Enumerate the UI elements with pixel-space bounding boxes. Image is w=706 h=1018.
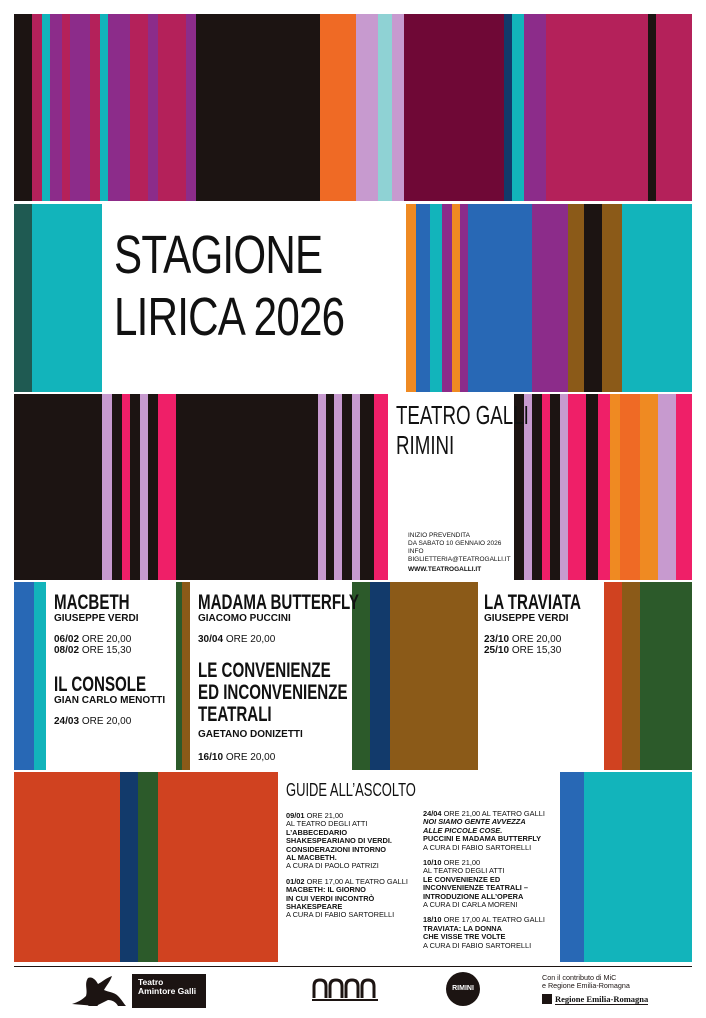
- region-flag-icon: [542, 994, 552, 1004]
- opera-box-center: [190, 582, 359, 770]
- guide-box: [278, 772, 560, 962]
- composer-menotti: GIAN CARLO MENOTTI: [54, 695, 166, 706]
- opera-title-convenienze-2: ED INCONVENIENZE: [198, 681, 348, 704]
- composer-verdi: GIUSEPPE VERDI: [54, 613, 139, 624]
- butterfly-date: 30/04 ORE 20,00: [198, 634, 276, 645]
- opera-title-convenienze-1: LE CONVENIENZE: [198, 659, 331, 682]
- opera-title-convenienze-3: TEATRALI: [198, 703, 272, 726]
- venue-line-1: TEATRO GALLI: [396, 400, 529, 430]
- guide-heading: GUIDE ALL’ASCOLTO: [286, 780, 416, 800]
- stripes-band-venue: [14, 394, 692, 580]
- presale-info: INIZIO PREVENDITA DA SABATO 10 GENNAIO 2026 INFO BIGLIETTERIA@TEATROGALLI.IT: [408, 532, 511, 563]
- guide-col-1: [286, 812, 416, 920]
- rimini-wordmark-icon: [310, 976, 382, 1002]
- il-console-date: 24/03 ORE 20,00: [54, 716, 132, 727]
- venue-line-2: RIMINI: [396, 430, 455, 460]
- guide-entry: 24/04 ORE 21,00 AL TEATRO GALLI NOI SIAMO GENTE AVVEZZA ALLE PICCOLE COSE. PUCCINI E MADAMA BUTTERFLY A CURA DI FABIO SARTORELLI: [423, 809, 545, 852]
- composer-puccini: GIACOMO PUCCINI: [198, 613, 291, 624]
- website-link[interactable]: WWW.TEATROGALLI.IT: [408, 566, 482, 573]
- stripes-band-top: [14, 14, 692, 201]
- guide-col-2: [423, 810, 559, 950]
- traviata-date-2: 25/10 ORE 15,30: [484, 645, 562, 656]
- composer-verdi-traviata: GIUSEPPE VERDI: [484, 613, 569, 624]
- winged-horse-icon: [68, 974, 130, 1008]
- macbeth-date-1: 06/02 ORE 20,00: [54, 634, 132, 645]
- opera-title-traviata: LA TRAVIATA: [484, 591, 581, 614]
- footer: [14, 968, 692, 1018]
- composer-donizetti: GAETANO DONIZETTI: [198, 729, 303, 740]
- opera-box-right: [478, 582, 604, 770]
- guide-entry: 09/01 ORE 21,00 AL TEATRO DEGLI ATTI L’ABBECEDARIO SHAKESPEARIANO DI VERDI. CONSIDERAZIONI INTORNO AL MACBETH. A CURA DI PAOLO PATRIZI: [286, 811, 392, 871]
- region-logo: Regione Emilia-Romagna: [542, 992, 648, 1006]
- opera-title-butterfly: MADAMA BUTTERFLY: [198, 591, 359, 614]
- opera-title-il-console: IL CONSOLE: [54, 673, 147, 696]
- title-line-1: STAGIONE: [114, 225, 323, 285]
- rimini-circle-logo: RIMINI: [446, 972, 480, 1006]
- guide-entry: 01/02 ORE 17,00 AL TEATRO GALLI MACBETH: IL GIORNO IN CUI VERDI INCONTRÒ SHAKESPEARE A CURA DI FABIO SARTORELLI: [286, 876, 408, 920]
- title-line-2: LIRICA 2026: [114, 287, 345, 347]
- convenienze-date: 16/10 ORE 20,00: [198, 752, 276, 763]
- traviata-date-1: 23/10 ORE 20,00: [484, 634, 562, 645]
- guide-entry: 10/10 ORE 21,00 AL TEATRO DEGLI ATTI LE CONVENIENZE ED INCONVENIENZE TEATRALI – INTRODUZIONE ALL’OPERA A CURA DI CARLA MORENI: [423, 858, 528, 910]
- contribution-text: Con il contributo di MiC e Regione Emilia-Romagna: [542, 973, 630, 990]
- macbeth-date-2: 08/02 ORE 15,30: [54, 645, 132, 656]
- teatro-galli-logo: Teatro Amintore Galli: [132, 974, 206, 1008]
- venue-box: [388, 394, 529, 580]
- title-box: [102, 204, 406, 392]
- opera-title-macbeth: MACBETH: [54, 591, 130, 614]
- guide-entry: 18/10 ORE 17,00 AL TEATRO GALLI TRAVIATA: LA DONNA CHE VISSE TRE VOLTE A CURA DI FABIO SARTORELLI: [423, 915, 545, 950]
- opera-box-left: [48, 582, 176, 770]
- footer-divider: [14, 966, 692, 967]
